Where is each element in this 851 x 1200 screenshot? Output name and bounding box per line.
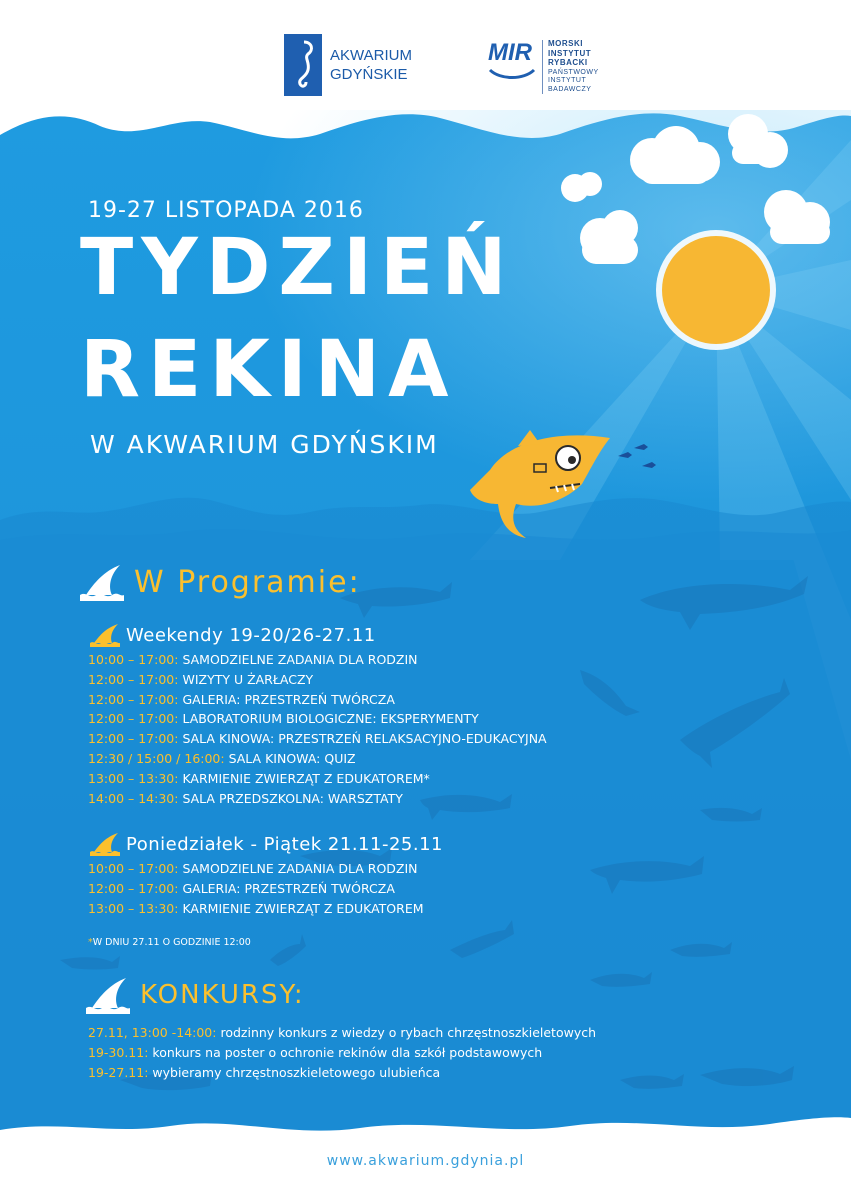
contest-row (88, 1043, 596, 1063)
weekdays-heading-text: Poniedziałek - Piątek 21.11-25.11 (126, 833, 443, 855)
schedule-row (88, 749, 547, 769)
contests-list (88, 1023, 596, 1082)
row-time: 12:00 – 17:00: (88, 691, 179, 707)
row-activity: SAMODZIELNE ZADANIA DLA RODZIN (182, 652, 418, 667)
row-time: 13:00 – 13:30: (88, 900, 179, 916)
row-time: 19-30.11: (88, 1044, 149, 1060)
shark-fin-icon (80, 563, 124, 601)
website-link[interactable]: www.akwarium.gdynia.pl (326, 1153, 525, 1169)
mir-line5: INSTYTUT (548, 77, 587, 84)
row-time: 13:00 – 13:30: (88, 770, 179, 786)
schedule-row (88, 670, 547, 690)
footnote (88, 937, 251, 948)
row-time: 12:00 – 17:00: (88, 671, 179, 687)
mir-badge (488, 40, 536, 80)
row-activity: LABORATORIUM BIOLOGICZNE: EKSPERYMENTY (182, 711, 479, 727)
mir-line2: INSTYTUT (548, 48, 592, 58)
row-activity: SALA KINOWA: QUIZ (228, 750, 356, 766)
row-activity: KARMIENIE ZWIERZĄT Z EDUKATOREM* (182, 770, 430, 786)
schedule-row (88, 859, 424, 879)
row-activity: SAMODZIELNE ZADANIA DLA RODZIN (182, 861, 418, 876)
shark-fin-icon (86, 976, 130, 1014)
schedule-row (88, 879, 424, 899)
row-time: 14:00 – 14:30: (88, 790, 179, 806)
row-time: 19-27.11: (88, 1064, 149, 1080)
mir-badge-text: MIR (488, 39, 532, 66)
row-activity: konkurs na poster o ochronie rekinów dla szkół podstawowych (152, 1044, 543, 1060)
row-time: 27.11, 13:00 -14:00: (88, 1025, 217, 1040)
event-date: 19-27 LISTOPADA 2016 (88, 198, 364, 223)
akwarium-name-line2: GDYŃSKIE (330, 66, 408, 83)
title-line1: TYDZIEŃ (80, 223, 515, 313)
akwarium-name-line1: AKWARIUM (330, 47, 412, 64)
row-time: 12:00 – 17:00: (88, 711, 179, 727)
schedule-row (88, 709, 547, 729)
weekdays-heading (90, 832, 443, 856)
row-time: 12:30 / 15:00 / 16:00: (88, 750, 225, 766)
mir-wave-icon (488, 66, 536, 80)
mir-line6: BADAWCZY (548, 85, 592, 93)
contest-row (88, 1023, 596, 1043)
contests-heading-text: KONKURSY: (140, 980, 305, 1010)
schedule-row (88, 650, 547, 670)
title-line2: REKINA (80, 325, 457, 415)
schedule-row (88, 789, 547, 809)
logo-bar (0, 0, 851, 110)
mir-line3: RYBACKI (548, 58, 588, 67)
schedule-row (88, 769, 547, 789)
weekend-schedule (88, 650, 547, 808)
row-activity: SALA KINOWA: PRZESTRZEŃ RELAKSACYJNO-EDUKACYJNA (182, 731, 547, 747)
subtitle: W AKWARIUM GDYŃSKIM (90, 430, 439, 459)
mir-line4: PAŃSTWOWY (548, 68, 599, 76)
row-time: 12:00 – 17:00: (88, 880, 179, 896)
seahorse-icon (284, 34, 322, 96)
program-heading (80, 563, 361, 601)
footnote-text: W DNIU 27.11 O GODZINIE 12:00 (92, 937, 251, 948)
row-activity: KARMIENIE ZWIERZĄT Z EDUKATOREM (182, 900, 424, 916)
akwarium-logo[interactable] (284, 34, 412, 96)
row-activity: rodzinny konkurs z wiedzy o rybach chrzęstnoszkieletowych (220, 1025, 597, 1040)
row-activity: wybieramy chrzęstnoszkieletowego ulubieńca (152, 1064, 441, 1080)
schedule-row (88, 899, 424, 919)
row-time: 12:00 – 17:00: (88, 731, 179, 747)
row-time: 10:00 – 17:00: (88, 652, 179, 667)
program-heading-text: W Programie: (134, 564, 361, 600)
row-activity: SALA PRZEDSZKOLNA: WARSZTATY (182, 790, 403, 806)
row-activity: WIZYTY U ŻARŁACZY (182, 671, 314, 687)
shark-fin-icon (90, 623, 120, 647)
mir-logo[interactable] (488, 40, 599, 94)
schedule-row (88, 729, 547, 749)
weekend-heading-text: Weekendy 19-20/26-27.11 (126, 624, 376, 646)
weekend-heading (90, 623, 376, 647)
contests-heading (86, 976, 305, 1014)
contest-row (88, 1063, 596, 1083)
row-time: 10:00 – 17:00: (88, 861, 179, 876)
shark-fin-icon (90, 832, 120, 856)
row-activity: GALERIA: PRZESTRZEŃ TWÓRCZA (182, 691, 395, 707)
footnote-star: * (88, 937, 93, 948)
weekdays-schedule (88, 859, 424, 918)
row-activity: GALERIA: PRZESTRZEŃ TWÓRCZA (182, 880, 395, 896)
mir-line1: MORSKI (548, 39, 583, 48)
schedule-row (88, 690, 547, 710)
